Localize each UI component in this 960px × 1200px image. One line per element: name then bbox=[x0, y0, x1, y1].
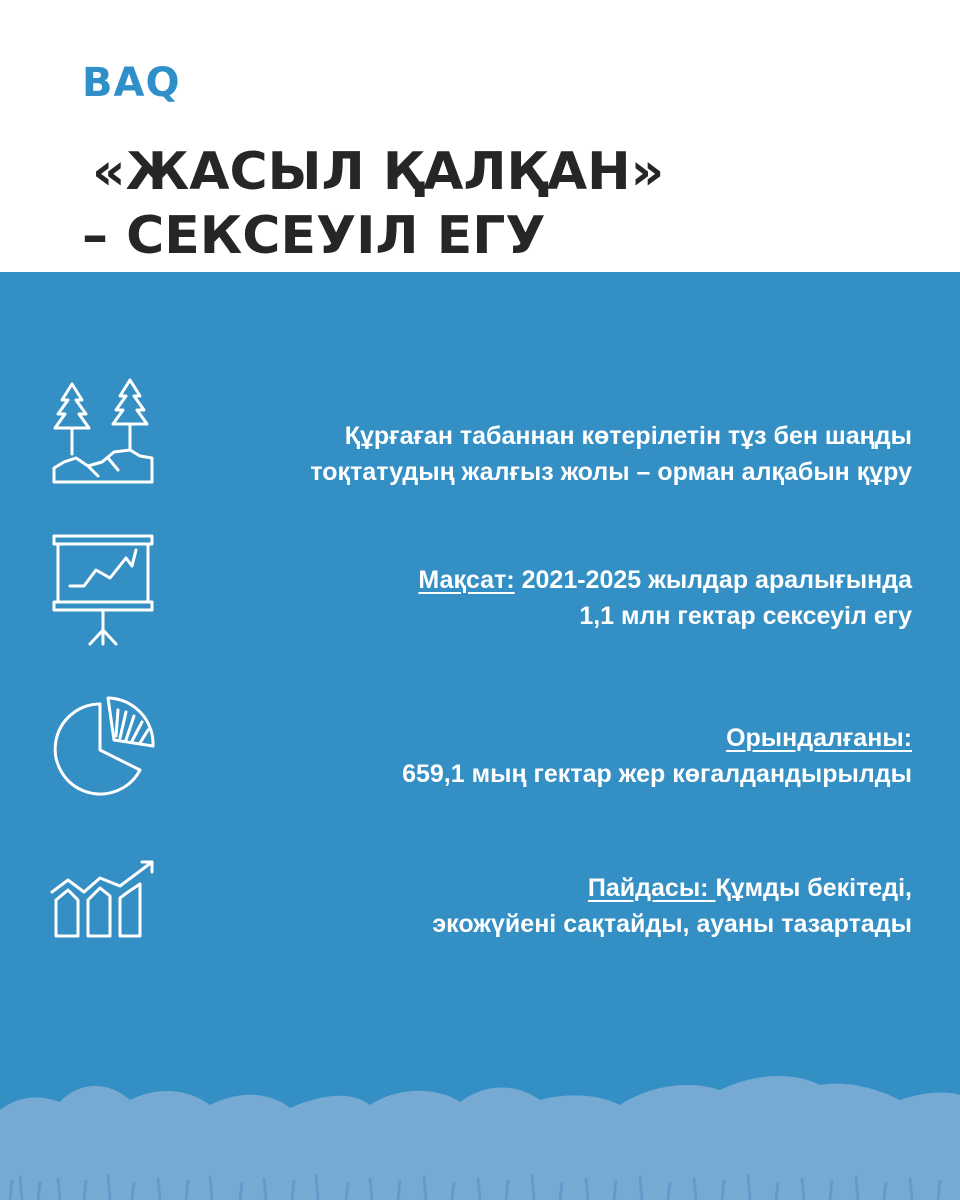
growth-bars-icon bbox=[48, 858, 158, 942]
info-text-line: 1,1 млн гектар сексеуіл егу bbox=[579, 602, 912, 630]
info-text-done bbox=[402, 720, 912, 792]
brand-logo: BAQ bbox=[82, 60, 181, 106]
info-text-problem bbox=[310, 418, 912, 490]
benefit-label: Пайдасы: bbox=[587, 874, 716, 902]
landscape-decoration bbox=[0, 1050, 960, 1200]
info-text-line bbox=[418, 562, 912, 598]
info-text-line: тоқтатудың жалғыз жолы – орман алқабын құру bbox=[310, 458, 912, 486]
presentation-chart-icon bbox=[48, 530, 158, 650]
info-text-line: экожүйені сақтайды, ауаны тазартады bbox=[432, 910, 912, 938]
benefit-text: Құмды бекітеді, bbox=[715, 874, 912, 902]
title-line-2: – СЕКСЕУІЛ ЕГУ bbox=[82, 206, 546, 266]
info-text-benefit bbox=[432, 870, 912, 942]
pie-chart-icon bbox=[48, 688, 158, 798]
info-panel bbox=[0, 272, 960, 1200]
info-text-line bbox=[432, 870, 912, 906]
done-label: Орындалғаны: bbox=[726, 724, 912, 752]
goal-text: 2021-2025 жылдар аралығында bbox=[514, 566, 912, 594]
info-text-goal bbox=[418, 562, 912, 634]
goal-label: Мақсат: bbox=[418, 566, 515, 594]
header bbox=[0, 0, 960, 272]
info-text-line: Құрғаған табаннан көтерілетін тұз бен шаңды bbox=[344, 422, 912, 450]
info-text-line bbox=[402, 720, 912, 756]
page-title bbox=[82, 140, 664, 268]
title-line-1: «ЖАСЫЛ ҚАЛҚАН» bbox=[92, 142, 665, 202]
info-text-line: 659,1 мың гектар жер көгалдандырылды bbox=[402, 760, 912, 788]
trees-icon bbox=[48, 378, 158, 488]
